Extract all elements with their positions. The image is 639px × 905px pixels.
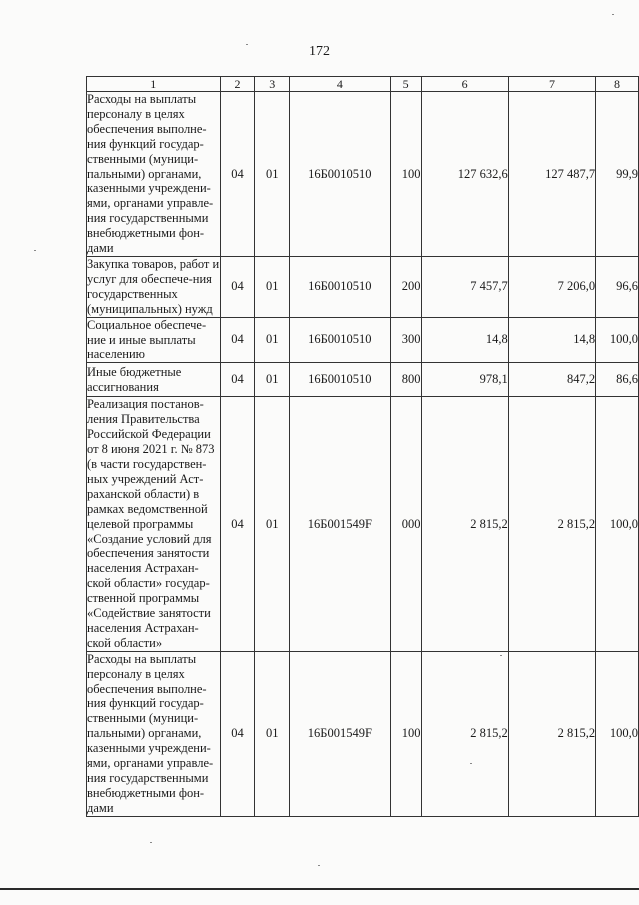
expense-type-cell: 300 <box>390 317 421 363</box>
row-name-cell: Расходы на выплаты персоналу в целях обеспечения выполне-ния функций государ-ственными (муници-пальными) органами, казенными учреждени-ями, органами управле-ния государственными внебюджетными фон-дами <box>87 92 221 257</box>
table-row <box>87 92 639 257</box>
header-cell: 8 <box>596 77 639 92</box>
planned-amount-cell: 14,8 <box>421 317 508 363</box>
planned-amount-cell: 2 815,2 <box>421 651 508 816</box>
budget-table <box>86 76 639 817</box>
planned-amount-cell: 2 815,2 <box>421 397 508 651</box>
planned-amount-cell: 127 632,6 <box>421 92 508 257</box>
expense-type-cell: 000 <box>390 397 421 651</box>
scan-speck <box>246 44 248 45</box>
planned-amount-cell: 978,1 <box>421 363 508 397</box>
page-number: 172 <box>309 44 330 59</box>
table-row <box>87 397 639 651</box>
header-cell: 6 <box>421 77 508 92</box>
subsection-code-cell: 01 <box>255 363 290 397</box>
scan-speck <box>318 865 320 866</box>
actual-amount-cell: 2 815,2 <box>508 651 595 816</box>
header-cell: 4 <box>290 77 391 92</box>
section-code-cell: 04 <box>220 397 255 651</box>
percent-cell: 96,6 <box>596 257 639 318</box>
row-name-cell: Иные бюджетные ассигнования <box>87 363 221 397</box>
section-code-cell: 04 <box>220 651 255 816</box>
expense-type-cell: 800 <box>390 363 421 397</box>
actual-amount-cell: 14,8 <box>508 317 595 363</box>
target-article-cell: 16Б0010510 <box>290 363 391 397</box>
target-article-cell: 16Б0010510 <box>290 92 391 257</box>
table-row <box>87 363 639 397</box>
scan-speck <box>612 14 614 15</box>
subsection-code-cell: 01 <box>255 92 290 257</box>
header-cell: 2 <box>220 77 255 92</box>
actual-amount-cell: 2 815,2 <box>508 397 595 651</box>
percent-cell: 100,0 <box>596 651 639 816</box>
actual-amount-cell: 7 206,0 <box>508 257 595 318</box>
actual-amount-cell: 127 487,7 <box>508 92 595 257</box>
scan-speck <box>470 763 472 764</box>
expense-type-cell: 100 <box>390 92 421 257</box>
target-article-cell: 16Б0010510 <box>290 257 391 318</box>
target-article-cell: 16Б001549F <box>290 651 391 816</box>
section-code-cell: 04 <box>220 257 255 318</box>
bottom-scan-edge <box>0 888 639 890</box>
row-name-cell: Расходы на выплаты персоналу в целях обеспечения выполне-ния функций государ-ственными (муници-пальными) органами, казенными учреждени-ями, органами управле-ния государственными внебюджетными фон-дами <box>87 651 221 816</box>
header-cell: 1 <box>87 77 221 92</box>
percent-cell: 86,6 <box>596 363 639 397</box>
expense-type-cell: 100 <box>390 651 421 816</box>
percent-cell: 100,0 <box>596 317 639 363</box>
table-row <box>87 651 639 816</box>
percent-cell: 99,9 <box>596 92 639 257</box>
subsection-code-cell: 01 <box>255 651 290 816</box>
table-row <box>87 317 639 363</box>
section-code-cell: 04 <box>220 363 255 397</box>
section-code-cell: 04 <box>220 92 255 257</box>
scan-speck <box>150 842 152 843</box>
actual-amount-cell: 847,2 <box>508 363 595 397</box>
expense-type-cell: 200 <box>390 257 421 318</box>
section-code-cell: 04 <box>220 317 255 363</box>
percent-cell: 100,0 <box>596 397 639 651</box>
header-cell: 7 <box>508 77 595 92</box>
subsection-code-cell: 01 <box>255 317 290 363</box>
planned-amount-cell: 7 457,7 <box>421 257 508 318</box>
row-name-cell: Реализация постанов-ления Правительства Российской Федерации от 8 июня 2021 г. № 873 (в части государствен-ных учреждений Аст-раханской области) в рамках ведомственной целевой программы «Создание условий для обеспечения занятости населения Астрахан-ской области» государ-ственной программы «Содействие занятости населения Астрахан-ской области» <box>87 397 221 651</box>
table-row <box>87 257 639 318</box>
header-cell: 3 <box>255 77 290 92</box>
header-row <box>87 77 639 92</box>
row-name-cell: Социальное обеспече-ние и иные выплаты населению <box>87 317 221 363</box>
scan-speck <box>500 655 502 656</box>
scan-speck <box>34 250 36 251</box>
header-cell: 5 <box>390 77 421 92</box>
subsection-code-cell: 01 <box>255 257 290 318</box>
subsection-code-cell: 01 <box>255 397 290 651</box>
row-name-cell: Закупка товаров, работ и услуг для обеспече-ния государственных (муниципальных) нужд <box>87 257 220 316</box>
target-article-cell: 16Б001549F <box>290 397 391 651</box>
target-article-cell: 16Б0010510 <box>290 317 391 363</box>
